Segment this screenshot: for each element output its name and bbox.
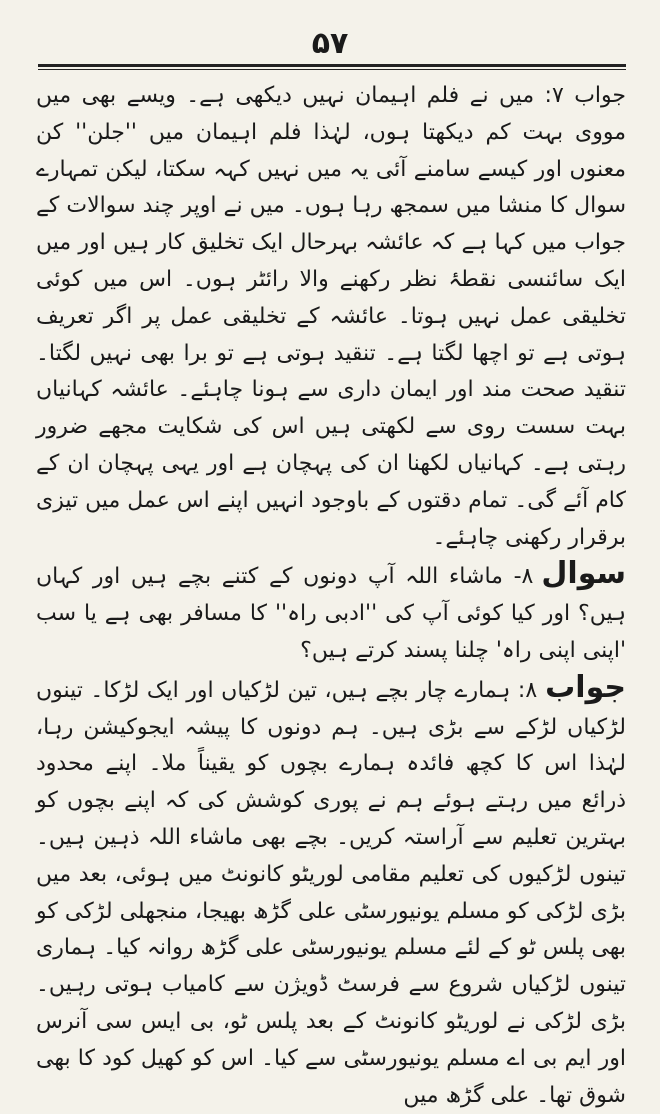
- question-8-paragraph: [36, 556, 626, 669]
- question-8-heading: سوال: [541, 556, 626, 592]
- question-8-text: ۸- ماشاء اللہ آپ دونوں کے کتنے بچے ہیں اور کہاں ہیں؟ اور کیا کوئی آپ کی ''ادبی راہ'' کا مسافر بھی ہے یا سب 'اپنی اپنی راہ' چلنا پسند کرتے ہیں؟: [36, 564, 626, 663]
- answer-8-paragraph: [36, 670, 626, 1114]
- answer-8-text: ۸: ہمارے چار بچے ہیں، تین لڑکیاں اور ایک لڑکا۔ تینوں لڑکیاں لڑکے سے بڑی ہیں۔ ہم دونوں کا پیشہ ایجوکیشن رہا، لہٰذا اس کا کچھ فائدہ ہمارے بچوں کو یقیناً ملا۔ اپنے محدود ذرائع میں رہتے ہوئے ہم نے پوری کوشش کی کہ اپنے بچوں کو بہترین تعلیم سے آراستہ کریں۔ بچے بھی ماشاء اللہ ذہین ہیں۔ تینوں لڑکیوں کی تعلیم مقامی لوریٹو کانونٹ میں ہوئی، بعد میں بڑی لڑکی کو مسلم یونیورسٹی علی گڑھ بھیجا، منجھلی لڑکی کو بھی پلس ٹو کے لئے مسلم یونیورسٹی علی گڑھ روانہ کیا۔ ہماری تینوں لڑکیاں شروع سے فرسٹ ڈویژن سے کامیاب ہوتی رہیں۔ بڑی لڑکی نے لوریٹو کانونٹ کے بعد پلس ٹو، بی ایس سی آنرس اور ایم بی اے مسلم یونیورسٹی سے کیا۔ اس کو کھیل کود کا بھی شوق تھا۔ علی گڑھ میں: [36, 677, 626, 1108]
- answer-8-heading: جواب: [545, 669, 626, 705]
- answer-7-paragraph: [36, 78, 626, 556]
- header-rule-thin: [38, 69, 626, 70]
- page-number: ۵۷: [311, 26, 349, 61]
- answer-7-text: جواب ۷: میں نے فلم اہیمان نہیں دیکھی ہے۔ ویسے بھی میں مووی بہت کم دیکھتا ہوں، لہٰذا فلم اہیمان میں ''جلن'' کن معنوں اور کیسے سامنے آئی یہ میں نہیں کہہ سکتا، لیکن تمہارے سوال کا منشا میں سمجھ رہا ہوں۔ میں نے اوپر چند سوالات کے جواب میں کہا ہے کہ عائشہ بہرحال ایک تخلیق کار ہیں اور میں ایک سائنسی نقطۂ نظر رکھنے والا رائٹر ہوں۔ اس میں کوئی تخلیقی عمل نہیں ہوتا۔ عائشہ کے تخلیقی عمل پر اگر تعریف ہوتی ہے تو اچھا لگتا ہے۔ تنقید ہوتی ہے تو برا بھی نہیں لگتا۔ تنقید صحت مند اور ایمان داری سے ہونا چاہئے۔ عائشہ کہانیاں بہت سست روی سے لکھتی ہیں اس کی شکایت مجھے ضرور رہتی ہے۔ کہانیاں لکھنا ان کی پہچان ہے اور یہی پہچان ان کے کام آئے گی۔ تمام دقتوں کے باوجود انہیں اپنے اس عمل میں تیزی برقرار رکھنی چاہئے۔: [36, 83, 627, 550]
- header-rule-thick: [38, 64, 626, 67]
- page-body: [36, 78, 626, 1114]
